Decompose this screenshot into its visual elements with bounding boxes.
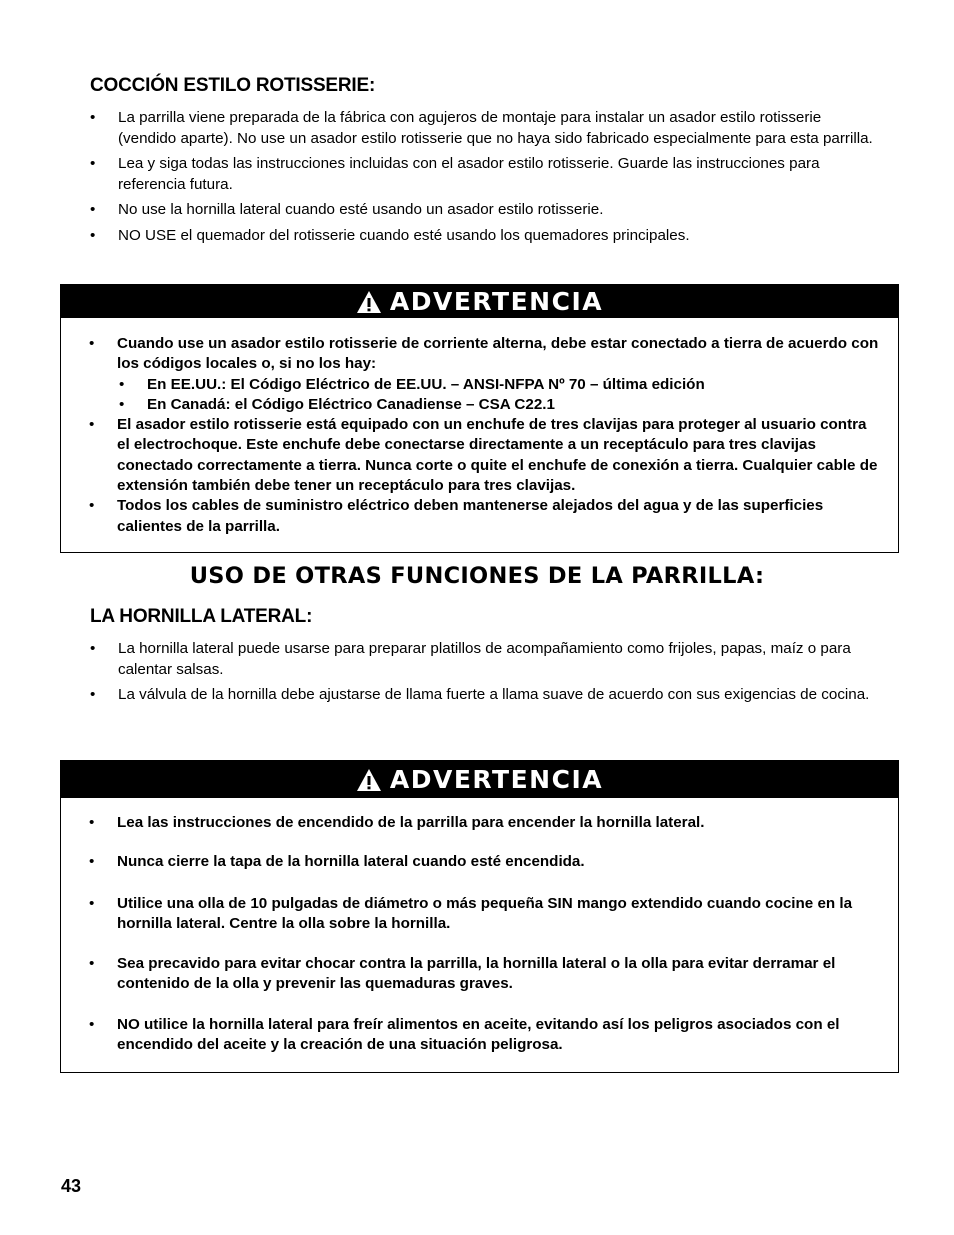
warning-header — [61, 285, 898, 318]
warning-triangle-icon — [356, 290, 382, 314]
warning-box-side-burner — [60, 760, 899, 1073]
list-item: • La válvula de la hornilla debe ajustarse de llama fuerte a llama suave de acuerdo con sus exigencias de cocina. — [90, 686, 870, 703]
list-item: • Cuando use un asador estilo rotisserie de corriente alterna, debe estar conectado a tierra de acuerdo con los códigos locales o, si no los hay: — [89, 335, 879, 373]
section-title: USO DE OTRAS FUNCIONES DE LA PARRILLA: — [189, 563, 765, 589]
warning-list — [89, 334, 879, 537]
list-item: • En Canadá: el Código Eléctrico Canadiense – CSA C22.1 — [119, 395, 555, 413]
list-item: • En EE.UU.: El Código Eléctrico de EE.UU. – ANSI-NFPA Nº 70 – última edición — [119, 375, 705, 393]
list-item: • Lea las instrucciones de encendido de la parrilla para encender la hornilla lateral. — [89, 814, 705, 831]
warning-box-electrical — [60, 284, 899, 553]
list-item: • Utilice una olla de 10 pulgadas de diámetro o más pequeña SIN mango extendido cuando cocine en la hornilla lateral. Centre la olla sobre la hornilla. — [89, 894, 853, 932]
list-item: • No use la hornilla lateral cuando esté usando un asador estilo rotisserie. — [90, 201, 604, 218]
list-item: • Todos los cables de suministro eléctrico deben mantenerse alejados del agua y de las superficies calientes de la parrilla. — [89, 497, 824, 535]
warning-triangle-icon — [356, 768, 382, 792]
list-item: • NO utilice la hornilla lateral para freír alimentos en aceite, evitando así los peligros asociados con el encendido del aceite y la creación de una situación peligrosa. — [89, 1015, 840, 1054]
rotisserie-heading: COCCIÓN ESTILO ROTISSERIE: — [90, 75, 376, 96]
rotisserie-list — [90, 108, 875, 246]
list-item: • Sea precavido para evitar chocar contra la parrilla, la hornilla lateral o la olla para evitar derramar el contenido de la olla y prevenir las quemaduras graves. — [89, 955, 836, 993]
list-item: • El asador estilo rotisserie está equipado con un enchufe de tres clavijas para proteger al usuario contra el electrochoque. Este enchufe debe conectarse directamente a un receptáculo para tres clavijas conectado correctamente a tierra. Nunca corte o quite el enchufe de conexión a tierra. Cualquier cable de extensión también debe tener un receptáculo para tres clavijas. — [89, 416, 878, 495]
list-item: • Lea y siga todas las instrucciones incluidas con el asador estilo rotisserie. Guarde las instrucciones para referencia futura. — [90, 155, 820, 193]
list-item: • La parrilla viene preparada de la fábrica con agujeros de montaje para instalar un asador estilo rotisserie (vendido aparte). No use un asador estilo rotisserie que no haya sido fabricado especialmente para esta parrilla. — [90, 109, 873, 147]
list-item: • NO USE el quemador del rotisserie cuando esté usando los quemadores principales. — [90, 226, 690, 244]
list-item: • Nunca cierre la tapa de la hornilla lateral cuando esté encendida. — [89, 853, 585, 871]
warning-title: ADVERTENCIA — [389, 765, 604, 794]
page-number: 43 — [61, 1176, 82, 1196]
list-item: • La hornilla lateral puede usarse para preparar platillos de acompañamiento como frijoles, papas, maíz o para calentar salsas. — [90, 640, 851, 678]
warning-list — [89, 813, 879, 1055]
side-burner-list — [90, 639, 875, 706]
warning-header — [61, 761, 898, 798]
warning-title: ADVERTENCIA — [389, 287, 604, 316]
side-burner-heading: LA HORNILLA LATERAL: — [90, 606, 313, 627]
